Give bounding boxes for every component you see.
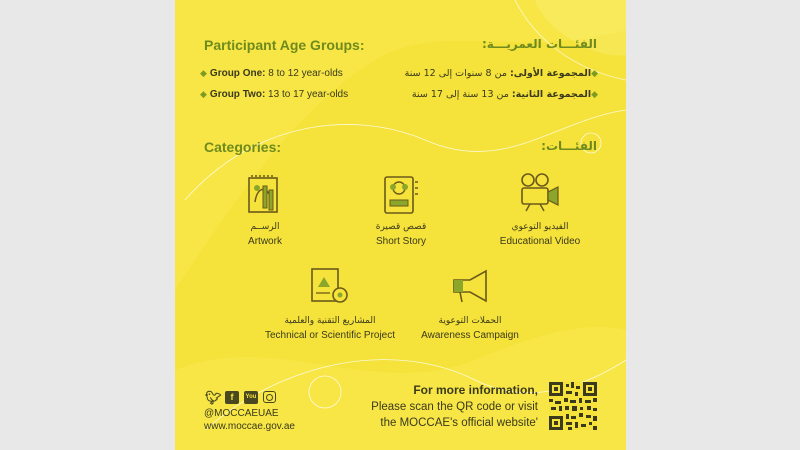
instagram-icon[interactable] (263, 391, 276, 403)
group-two-en: ◆ Group Two: 13 to 17 year-olds (200, 89, 349, 100)
category-video-en: Educational Video (499, 236, 581, 247)
info-line-2: the MOCCAE's official website' (380, 417, 538, 429)
group-one-en: ◆ Group One: 8 to 12 year-olds (200, 68, 343, 79)
age-groups-title-ar: الفئـــات العمريـــة: (482, 37, 597, 51)
categories-title-en: Categories: (204, 139, 282, 155)
artwork-icon (245, 174, 285, 216)
age-groups-title-en: Participant Age Groups: (204, 37, 365, 53)
category-artwork-ar: الرســم (250, 222, 280, 232)
qr-code[interactable] (549, 382, 597, 430)
info-title: For more information, (413, 383, 538, 397)
poster (175, 0, 626, 450)
website-url[interactable]: www.moccae.gov.ae (204, 421, 295, 432)
category-video-ar: الفيديو التوعوي (511, 222, 569, 232)
youtube-icon[interactable]: You (244, 391, 258, 404)
diamond-bullet-icon: ◆ (200, 89, 207, 99)
diamond-bullet-icon: ◆ (591, 90, 598, 100)
category-artwork-en: Artwork (248, 236, 282, 247)
diamond-bullet-icon: ◆ (591, 69, 598, 79)
category-campaign-en: Awareness Campaign (421, 330, 519, 341)
category-project-ar: المشاريع التقنية والعلمية (284, 316, 376, 326)
group-two-ar: ◆المجموعة الثانية: من 13 سنة إلى 17 سنة (411, 89, 598, 100)
category-project-en: Technical or Scientific Project (264, 330, 396, 341)
book-icon (381, 174, 421, 216)
social-handle: @MOCCAEUAE (204, 408, 279, 419)
group-one-ar: ◆المجموعة الأولى: من 8 سنوات إلى 12 سنة (404, 68, 598, 79)
info-line-1: Please scan the QR code or visit (371, 401, 538, 413)
categories-title-ar: الفئـــات: (541, 139, 597, 153)
twitter-icon[interactable]: 🐦︎ (205, 390, 222, 405)
video-camera-icon (518, 172, 562, 212)
category-short-story-en: Short Story (375, 236, 427, 247)
megaphone-icon (450, 268, 492, 306)
category-campaign-ar: الحملات التوعوية (438, 316, 502, 326)
diamond-bullet-icon: ◆ (200, 68, 207, 78)
category-short-story-ar: قصص قصيرة (375, 222, 427, 232)
project-gear-icon (308, 265, 352, 307)
facebook-icon[interactable]: f (225, 391, 239, 404)
